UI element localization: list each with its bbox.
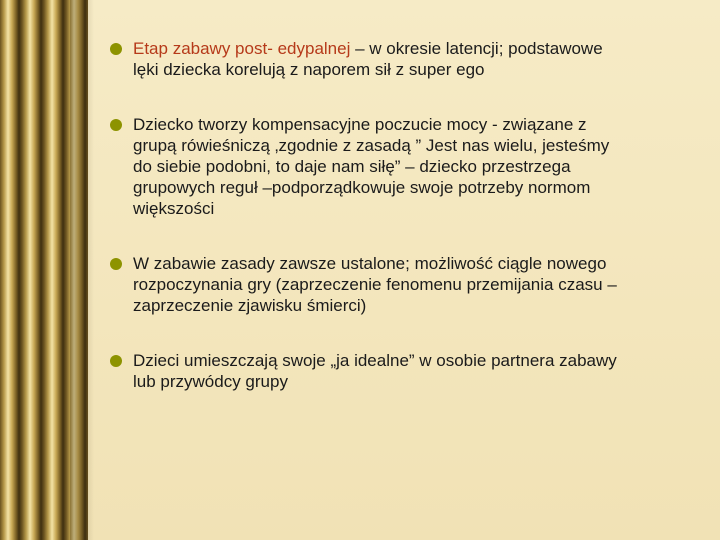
bullet-line: zaprzeczenie zjawisku śmierci) <box>133 296 367 315</box>
bullet-dot-icon <box>110 43 122 55</box>
bullet-dot-icon <box>110 355 122 367</box>
bullet-item-1 <box>110 38 710 80</box>
bullet-highlight: Etap zabawy post- edypalnej <box>133 39 351 58</box>
bullet-line: grupą rówieśniczą ‚zgodnie z zasadą ” Jest nas wielu, jesteśmy <box>133 136 610 155</box>
bullet-dot-icon <box>110 258 122 270</box>
bullet-line: lęki dziecka korelują z naporem sił z super ego <box>133 60 485 79</box>
bullet-line: lub przywódcy grupy <box>133 372 288 391</box>
bullet-item-2 <box>110 114 710 219</box>
bullet-dot-icon <box>110 119 122 131</box>
bullet-line: większości <box>133 199 215 218</box>
bullet-item-4 <box>110 350 710 392</box>
bullet-line: do siebie podobni, to daje nam siłę” – dziecko przestrzega <box>133 157 571 176</box>
pillar-shadow <box>70 0 94 540</box>
bullet-line: Dzieci umieszczają swoje „ja idealne” w osobie partnera zabawy <box>133 351 617 370</box>
bullet-line: Dziecko tworzy kompensacyjne poczucie mocy - związane z <box>133 115 587 134</box>
bullet-list <box>110 38 710 392</box>
bullet-line <box>133 38 710 59</box>
bullet-line: W zabawie zasady zawsze ustalone; możliwość ciągle nowego <box>133 254 607 273</box>
bullet-text: – w okresie latencji; podstawowe <box>350 39 603 58</box>
bullet-item-3 <box>110 253 710 316</box>
bullet-line: rozpoczynania gry (zaprzeczenie fenomenu przemijania czasu – <box>133 275 617 294</box>
bullet-line: grupowych reguł –podporządkowuje swoje potrzeby normom <box>133 178 591 197</box>
